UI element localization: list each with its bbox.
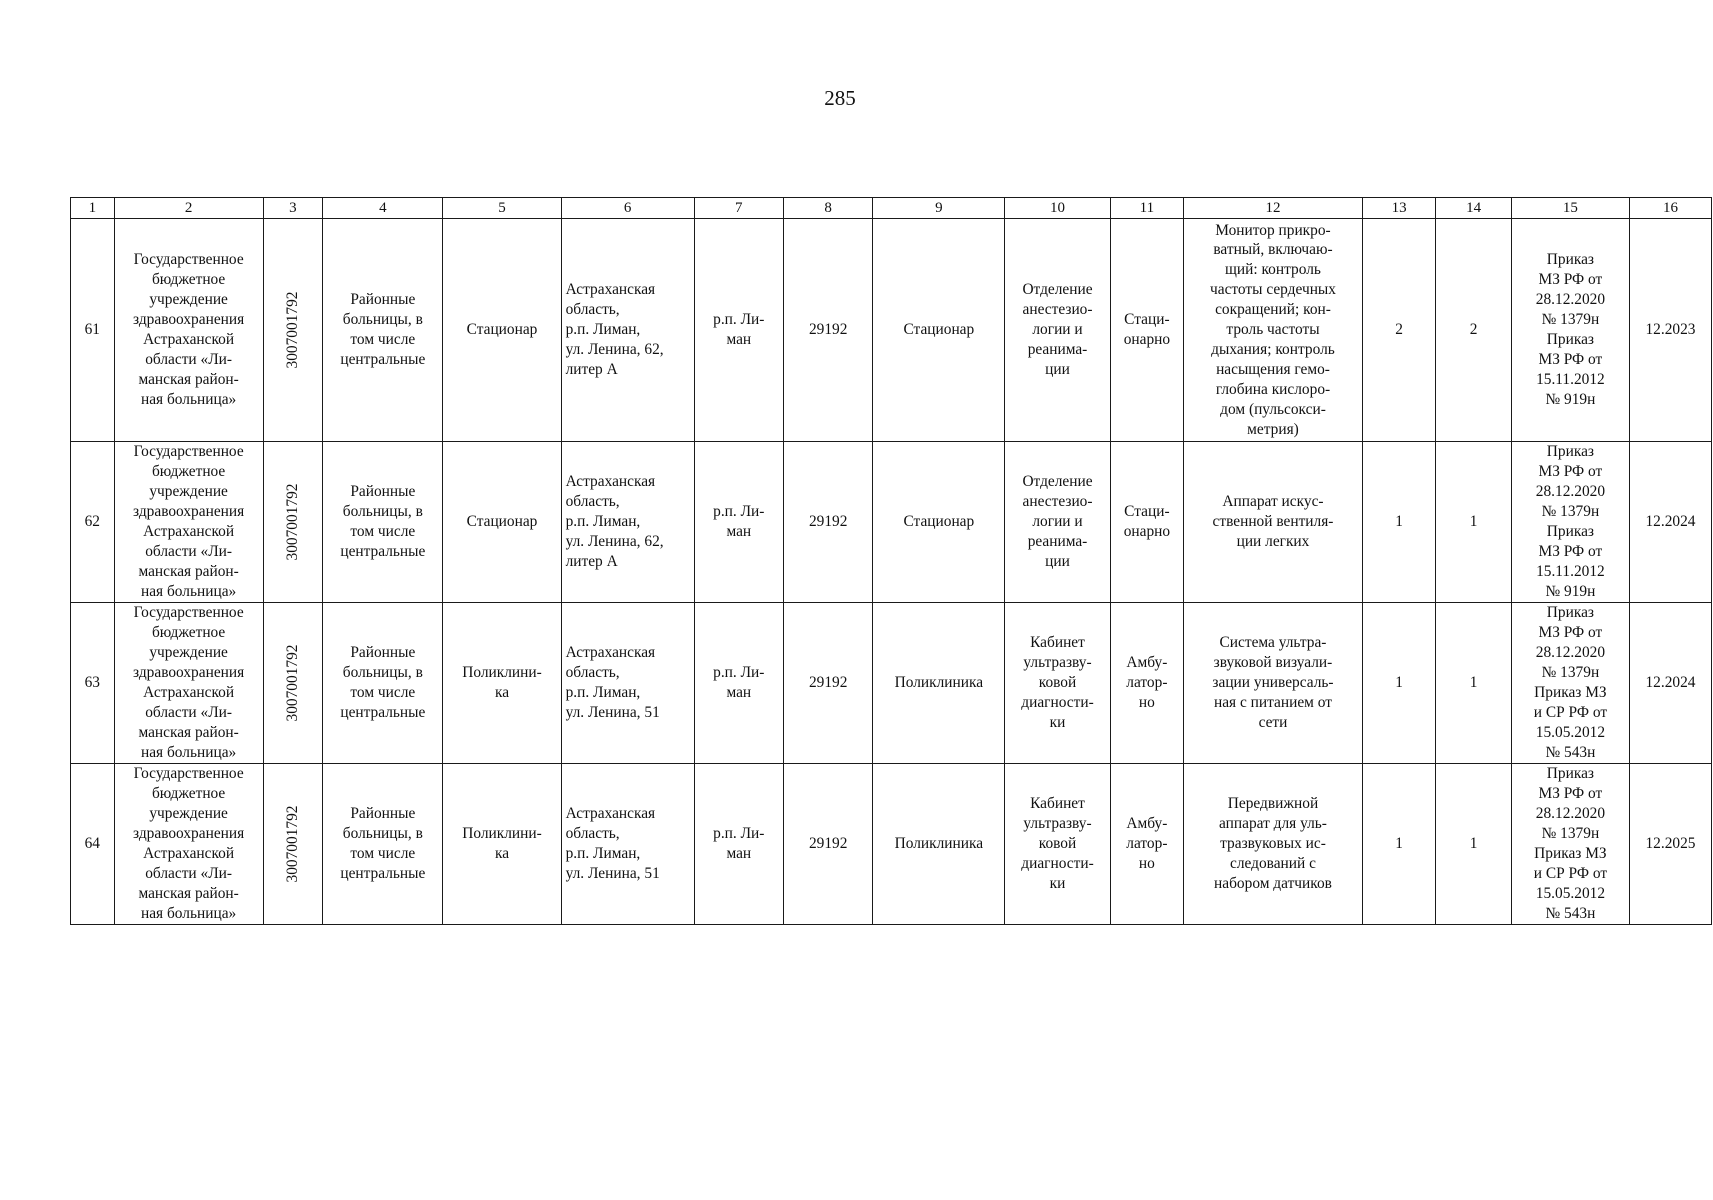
quantity-planned: 1 — [1436, 442, 1512, 603]
equipment-name: Система ультра- звуковой визуали- зации универсаль- ная с питанием от сети — [1184, 603, 1363, 764]
unit-type: Поликлиника — [873, 764, 1005, 925]
column-header: 7 — [694, 198, 783, 219]
facility-type: Поликлини- ка — [443, 764, 561, 925]
institution-name: Государственное бюджетное учреждение здравоохранения Астраханской области «Ли- манская район- ная больница» — [114, 603, 263, 764]
quantity-planned: 2 — [1436, 219, 1512, 442]
code-cell — [263, 219, 323, 442]
column-header: 6 — [561, 198, 694, 219]
institution-type: Районные больницы, в том числе центральные — [323, 603, 443, 764]
unit-type: Стационар — [873, 442, 1005, 603]
column-number-row — [71, 198, 1712, 219]
settlement: р.п. Ли- ман — [694, 764, 783, 925]
table-row — [71, 442, 1712, 603]
institution-name: Государственное бюджетное учреждение здравоохранения Астраханской области «Ли- манская район- ная больница» — [114, 764, 263, 925]
equipment-name: Аппарат искус- ственной вентиля- ции легких — [1184, 442, 1363, 603]
institution-type: Районные больницы, в том числе центральные — [323, 219, 443, 442]
deadline: 12.2024 — [1629, 442, 1711, 603]
column-header: 15 — [1511, 198, 1629, 219]
deadline: 12.2025 — [1629, 764, 1711, 925]
institution-type: Районные больницы, в том числе центральные — [323, 442, 443, 603]
table-row — [71, 603, 1712, 764]
row-number: 63 — [71, 603, 115, 764]
settlement: р.п. Ли- ман — [694, 442, 783, 603]
row-number: 62 — [71, 442, 115, 603]
column-header: 12 — [1184, 198, 1363, 219]
column-header: 8 — [783, 198, 872, 219]
code-cell — [263, 603, 323, 764]
quantity-required: 1 — [1362, 442, 1435, 603]
address: Астраханская область, р.п. Лиман, ул. Ленина, 62, литер А — [561, 219, 694, 442]
address: Астраханская область, р.п. Лиман, ул. Ленина, 62, литер А — [561, 442, 694, 603]
column-header: 16 — [1629, 198, 1711, 219]
care-form: Амбу- латор- но — [1110, 603, 1183, 764]
column-header: 5 — [443, 198, 561, 219]
quantity-required: 1 — [1362, 603, 1435, 764]
address: Астраханская область, р.п. Лиман, ул. Ленина, 51 — [561, 603, 694, 764]
facility-type: Поликлини- ка — [443, 603, 561, 764]
quantity-planned: 1 — [1436, 603, 1512, 764]
unit-type: Стационар — [873, 219, 1005, 442]
care-form: Амбу- латор- но — [1110, 764, 1183, 925]
facility-type: Стационар — [443, 442, 561, 603]
department: Кабинет ультразву- ковой диагности- ки — [1005, 764, 1110, 925]
row-number: 61 — [71, 219, 115, 442]
care-form: Стаци- онарно — [1110, 219, 1183, 442]
deadline: 12.2024 — [1629, 603, 1711, 764]
deadline: 12.2023 — [1629, 219, 1711, 442]
column-header: 11 — [1110, 198, 1183, 219]
column-header: 2 — [114, 198, 263, 219]
table-row — [71, 219, 1712, 442]
quantity-required: 1 — [1362, 764, 1435, 925]
address: Астраханская область, р.п. Лиман, ул. Ленина, 51 — [561, 764, 694, 925]
institution-name: Государственное бюджетное учреждение здравоохранения Астраханской области «Ли- манская район- ная больница» — [114, 442, 263, 603]
department: Кабинет ультразву- ковой диагности- ки — [1005, 603, 1110, 764]
column-header: 14 — [1436, 198, 1512, 219]
facility-type: Стационар — [443, 219, 561, 442]
row-number: 64 — [71, 764, 115, 925]
regulation: Приказ МЗ РФ от 28.12.2020 № 1379н Приказ МЗ РФ от 15.11.2012 № 919н — [1511, 442, 1629, 603]
institution-code: 3007001792 — [283, 805, 301, 883]
population: 29192 — [783, 442, 872, 603]
care-form: Стаци- онарно — [1110, 442, 1183, 603]
institution-name: Государственное бюджетное учреждение здравоохранения Астраханской области «Ли- манская район- ная больница» — [114, 219, 263, 442]
table-row — [71, 764, 1712, 925]
column-header: 9 — [873, 198, 1005, 219]
column-header: 1 — [71, 198, 115, 219]
department: Отделение анестезио- логии и реанима- ции — [1005, 219, 1110, 442]
regulation: Приказ МЗ РФ от 28.12.2020 № 1379н Приказ МЗ и СР РФ от 15.05.2012 № 543н — [1511, 603, 1629, 764]
code-cell — [263, 442, 323, 603]
department: Отделение анестезио- логии и реанима- ции — [1005, 442, 1110, 603]
institution-code: 3007001792 — [283, 644, 301, 722]
institution-code: 3007001792 — [283, 291, 301, 369]
code-cell — [263, 764, 323, 925]
column-header: 3 — [263, 198, 323, 219]
column-header: 10 — [1005, 198, 1110, 219]
column-header: 13 — [1362, 198, 1435, 219]
regulation: Приказ МЗ РФ от 28.12.2020 № 1379н Приказ МЗ РФ от 15.11.2012 № 919н — [1511, 219, 1629, 442]
column-header: 4 — [323, 198, 443, 219]
institution-code: 3007001792 — [283, 483, 301, 561]
equipment-name: Передвижной аппарат для уль- тразвуковых ис- следований с набором датчиков — [1184, 764, 1363, 925]
regulation: Приказ МЗ РФ от 28.12.2020 № 1379н Приказ МЗ и СР РФ от 15.05.2012 № 543н — [1511, 764, 1629, 925]
quantity-required: 2 — [1362, 219, 1435, 442]
settlement: р.п. Ли- ман — [694, 603, 783, 764]
population: 29192 — [783, 603, 872, 764]
unit-type: Поликлиника — [873, 603, 1005, 764]
equipment-name: Монитор прикро- ватный, включаю- щий: контроль частоты сердечных сокращений; кон- троль частоты дыхания; контроль насыщения гемо- глобина кислоро- дом (пульсокси- метрия) — [1184, 219, 1363, 442]
page-number: 285 — [824, 86, 856, 110]
equipment-table — [70, 197, 1712, 925]
settlement: р.п. Ли- ман — [694, 219, 783, 442]
population: 29192 — [783, 219, 872, 442]
population: 29192 — [783, 764, 872, 925]
quantity-planned: 1 — [1436, 764, 1512, 925]
institution-type: Районные больницы, в том числе центральные — [323, 764, 443, 925]
